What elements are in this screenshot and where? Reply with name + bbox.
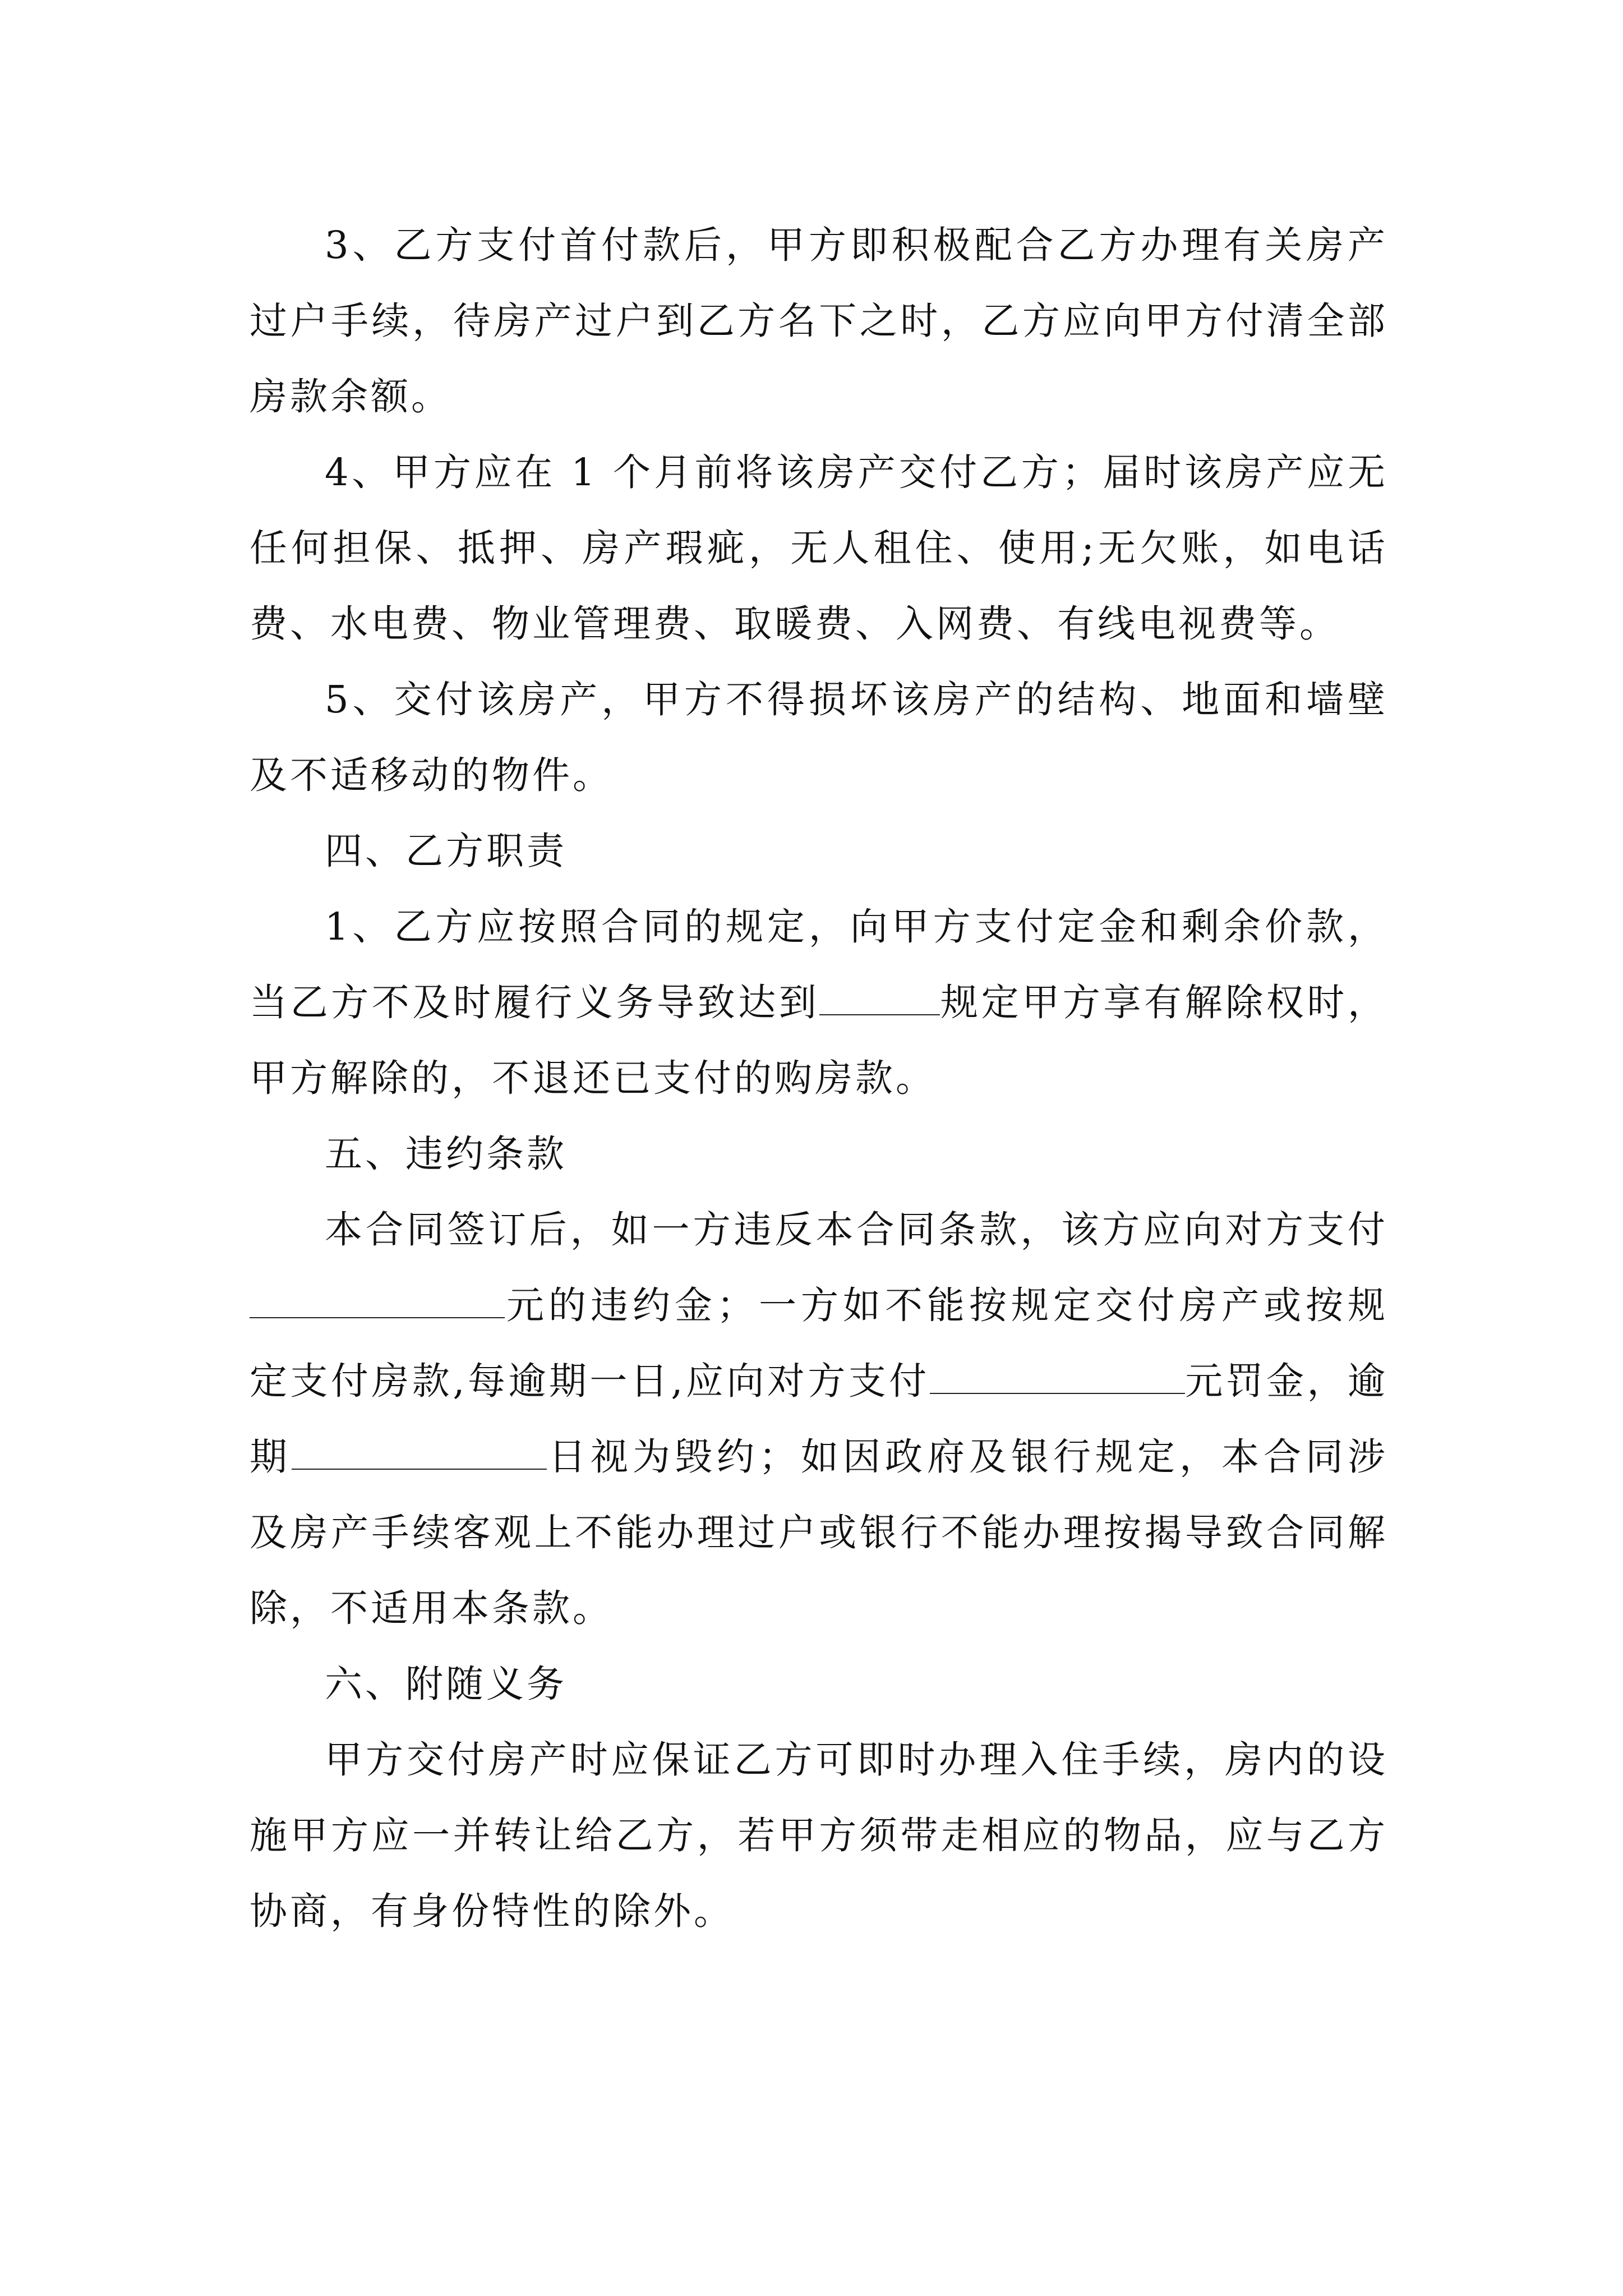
blank-line-penalty <box>250 1280 505 1318</box>
section-heading-ancillary: 六、附随义务 <box>325 1662 567 1706</box>
clause-4-paragraph: 4、甲方应在 1 个月前将该房产交付乙方；届时该房产应无任何担保、抵押、房产瑕疵，无人租住、使用;无欠账，如电话费、水电费、物业管理费、取暖费、入网费、有线电视费等。 <box>250 450 1388 646</box>
document-body <box>250 208 1388 1949</box>
breach-text-b: 元的违约金；一方如不能按规定交付房产或按规定支付房款,每逾期一日,应向对方支付 <box>250 1283 1388 1403</box>
blank-line-fine <box>930 1355 1185 1394</box>
breach-text-a: 本合同签订后，如一方违反本合同条款，该方应向对方支付 <box>325 1208 1388 1251</box>
breach-paragraph <box>250 1192 1388 1646</box>
buyer-duty-text-b: 规定甲方享有解除权时，甲方解除的，不退还已支付的购房款。 <box>250 981 1389 1100</box>
section-heading-breach: 五、违约条款 <box>325 1132 567 1176</box>
section-heading-buyer-duties: 四、乙方职责 <box>325 829 567 873</box>
buyer-duty-paragraph <box>250 889 1388 1116</box>
breach-text-c: 元罚金，逾期 <box>250 1359 1389 1479</box>
breach-text-d: 日视为毁约；如因政府及银行规定，本合同涉及房产手续客观上不能办理过户或银行不能办理按揭导致合同解除，不适用本条款。 <box>250 1435 1388 1630</box>
clause-5-paragraph: 5、交付该房产，甲方不得损坏该房产的结构、地面和墙壁及不适移动的物件。 <box>250 678 1388 797</box>
clause-3-paragraph: 3、乙方支付首付款后，甲方即积极配合乙方办理有关房产过户手续，待房产过户到乙方名下之时，乙方应向甲方付清全部房款余额。 <box>250 223 1388 418</box>
buyer-duty-text-a: 1、乙方应按照合同的规定，向甲方支付定金和剩余价款，当乙方不及时履行义务导致达到 <box>250 905 1388 1024</box>
blank-line <box>819 977 940 1015</box>
blank-line-days <box>292 1431 547 1470</box>
ancillary-paragraph: 甲方交付房产时应保证乙方可即时办理入住手续，房内的设施甲方应一并转让给乙方，若甲方须带走相应的物品，应与乙方协商，有身份特性的除外。 <box>250 1738 1388 1933</box>
